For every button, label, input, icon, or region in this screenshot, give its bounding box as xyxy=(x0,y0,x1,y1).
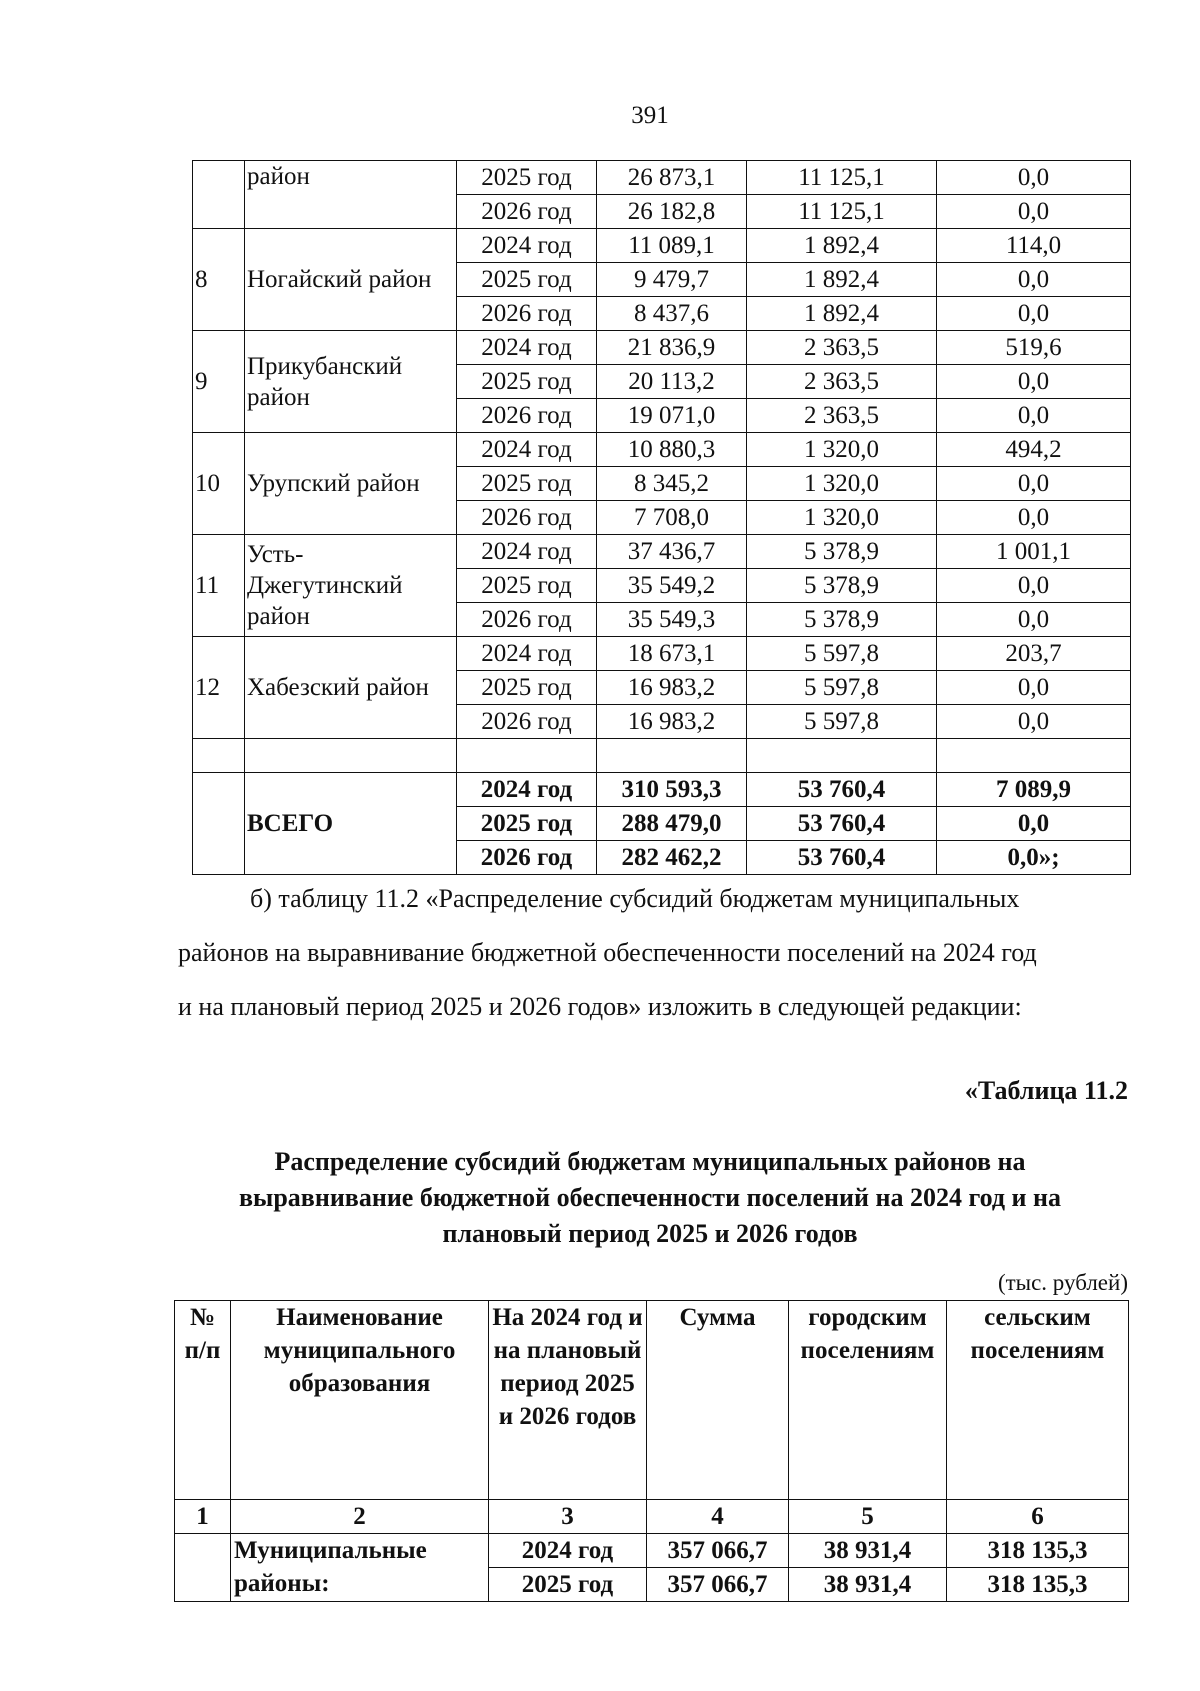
empty-cell xyxy=(245,739,457,773)
col-number: 5 xyxy=(789,1500,947,1534)
urban-cell: 1 320,0 xyxy=(747,433,937,467)
col-number: 3 xyxy=(489,1500,647,1534)
row-number: 10 xyxy=(193,433,245,535)
header-rural: сельским поселениям xyxy=(947,1301,1129,1500)
urban-cell: 2 363,5 xyxy=(747,331,937,365)
col-number: 2 xyxy=(231,1500,489,1534)
year-cell: 2024 год xyxy=(457,331,597,365)
year-cell: 2026 год xyxy=(457,705,597,739)
year-cell: 2026 год xyxy=(457,297,597,331)
district-name: Усть-Джегутинский район xyxy=(245,535,457,637)
urban-cell: 5 378,9 xyxy=(747,535,937,569)
empty-row xyxy=(193,739,1131,773)
subsidy-table-continued xyxy=(192,160,1131,875)
urban-cell: 5 597,8 xyxy=(747,671,937,705)
total-cell: 16 983,2 xyxy=(597,705,747,739)
table-row xyxy=(193,331,1131,365)
total-cell: 282 462,2 xyxy=(597,841,747,875)
rural-cell: 0,0 xyxy=(937,195,1131,229)
subsidy-table-11-2 xyxy=(174,1300,1129,1602)
total-cell: 18 673,1 xyxy=(597,637,747,671)
row-number: 8 xyxy=(193,229,245,331)
rural-cell: 318 135,3 xyxy=(947,1534,1129,1568)
col-number: 4 xyxy=(647,1500,789,1534)
urban-cell: 5 378,9 xyxy=(747,569,937,603)
year-cell: 2025 год xyxy=(457,263,597,297)
year-cell: 2024 год xyxy=(457,535,597,569)
sum-cell: 357 066,7 xyxy=(647,1534,789,1568)
empty-cell xyxy=(937,739,1131,773)
row-number: 11 xyxy=(193,535,245,637)
paragraph-line: и на плановый период 2025 и 2026 годов» изложить в следующей редакции: xyxy=(178,992,1022,1021)
total-cell: 21 836,9 xyxy=(597,331,747,365)
table-row xyxy=(193,433,1131,467)
total-cell: 35 549,3 xyxy=(597,603,747,637)
year-cell: 2024 год xyxy=(457,433,597,467)
total-cell: 310 593,3 xyxy=(597,773,747,807)
table-caption: «Таблица 11.2 xyxy=(964,1076,1128,1105)
year-cell: 2026 год xyxy=(457,841,597,875)
rural-cell: 519,6 xyxy=(937,331,1131,365)
year-cell: 2025 год xyxy=(457,671,597,705)
total-row xyxy=(193,773,1131,807)
district-name: Прикубанский район xyxy=(245,331,457,433)
urban-cell: 11 125,1 xyxy=(747,195,937,229)
rural-cell: 0,0 xyxy=(937,501,1131,535)
total-cell: 19 071,0 xyxy=(597,399,747,433)
paragraph-line: б) таблицу 11.2 «Распределение субсидий бюджетам муниципальных xyxy=(250,884,1020,913)
rural-cell: 0,0 xyxy=(937,603,1131,637)
total-cell: 16 983,2 xyxy=(597,671,747,705)
rural-cell: 318 135,3 xyxy=(947,1568,1129,1602)
table-row xyxy=(193,229,1131,263)
sum-cell: 357 066,7 xyxy=(647,1568,789,1602)
urban-cell: 5 597,8 xyxy=(747,637,937,671)
urban-cell: 53 760,4 xyxy=(747,807,937,841)
col-number: 1 xyxy=(175,1500,231,1534)
urban-cell: 11 125,1 xyxy=(747,161,937,195)
table-row xyxy=(193,161,1131,195)
urban-cell: 53 760,4 xyxy=(747,773,937,807)
urban-cell: 1 892,4 xyxy=(747,263,937,297)
rural-cell: 0,0 xyxy=(937,297,1131,331)
units-label: (тыс. рублей) xyxy=(997,1270,1128,1295)
header-sum: Сумма xyxy=(647,1301,789,1500)
year-cell: 2025 год xyxy=(457,467,597,501)
header-num: № п/п xyxy=(175,1301,231,1500)
table-row xyxy=(193,535,1131,569)
total-cell: 10 880,3 xyxy=(597,433,747,467)
urban-cell: 5 597,8 xyxy=(747,705,937,739)
empty-cell xyxy=(597,739,747,773)
total-cell: 20 113,2 xyxy=(597,365,747,399)
total-cell: 8 345,2 xyxy=(597,467,747,501)
urban-cell: 1 892,4 xyxy=(747,297,937,331)
urban-cell: 1 892,4 xyxy=(747,229,937,263)
header-name: Наименование муниципального образования xyxy=(231,1301,489,1500)
year-cell: 2024 год xyxy=(489,1534,647,1568)
year-cell: 2026 год xyxy=(457,501,597,535)
total-cell: 7 708,0 xyxy=(597,501,747,535)
year-cell: 2026 год xyxy=(457,195,597,229)
paragraph-line: районов на выравнивание бюджетной обеспеченности поселений на 2024 год xyxy=(178,938,1037,967)
total-cell: 11 089,1 xyxy=(597,229,747,263)
year-cell: 2026 год xyxy=(457,603,597,637)
year-cell: 2024 год xyxy=(457,637,597,671)
row-number xyxy=(193,161,245,229)
year-cell: 2026 год xyxy=(457,399,597,433)
district-name: Хабезский район xyxy=(245,637,457,739)
rural-cell: 203,7 xyxy=(937,637,1131,671)
table-row xyxy=(193,637,1131,671)
empty-cell xyxy=(747,739,937,773)
urban-cell: 53 760,4 xyxy=(747,841,937,875)
rural-cell: 7 089,9 xyxy=(937,773,1131,807)
header-period: На 2024 год и на плановый период 2025 и 2026 годов xyxy=(489,1301,647,1500)
year-cell: 2025 год xyxy=(457,161,597,195)
table-title xyxy=(170,1144,1130,1252)
year-cell: 2025 год xyxy=(489,1568,647,1602)
page-number: 391 xyxy=(631,102,669,129)
urban-cell: 2 363,5 xyxy=(747,365,937,399)
row-number xyxy=(193,773,245,875)
total-cell: 37 436,7 xyxy=(597,535,747,569)
year-cell: 2024 год xyxy=(457,229,597,263)
year-cell: 2025 год xyxy=(457,569,597,603)
rural-cell: 0,0 xyxy=(937,161,1131,195)
rural-cell: 0,0 xyxy=(937,705,1131,739)
row-number: 12 xyxy=(193,637,245,739)
rural-cell: 0,0 xyxy=(937,569,1131,603)
empty-cell xyxy=(457,739,597,773)
total-cell: 288 479,0 xyxy=(597,807,747,841)
col-number: 6 xyxy=(947,1500,1129,1534)
total-cell: 35 549,2 xyxy=(597,569,747,603)
title-line: плановый период 2025 и 2026 годов xyxy=(442,1219,858,1248)
empty-cell xyxy=(193,739,245,773)
group-name: Муниципальные районы: xyxy=(231,1534,489,1602)
rural-cell: 0,0 xyxy=(937,365,1131,399)
urban-cell: 1 320,0 xyxy=(747,467,937,501)
district-name: Ногайский район xyxy=(245,229,457,331)
rural-cell: 0,0 xyxy=(937,467,1131,501)
total-cell: 8 437,6 xyxy=(597,297,747,331)
rural-cell: 1 001,1 xyxy=(937,535,1131,569)
header-urban: городским поселениям xyxy=(789,1301,947,1500)
year-cell: 2025 год xyxy=(457,807,597,841)
rural-cell: 494,2 xyxy=(937,433,1131,467)
row-number: 9 xyxy=(193,331,245,433)
urban-cell: 2 363,5 xyxy=(747,399,937,433)
rural-cell: 114,0 xyxy=(937,229,1131,263)
group-num-cell xyxy=(175,1534,231,1602)
rural-cell: 0,0»; xyxy=(937,841,1131,875)
rural-cell: 0,0 xyxy=(937,263,1131,297)
total-cell: 9 479,7 xyxy=(597,263,747,297)
total-cell: 26 873,1 xyxy=(597,161,747,195)
urban-cell: 1 320,0 xyxy=(747,501,937,535)
district-name: Урупский район xyxy=(245,433,457,535)
rural-cell: 0,0 xyxy=(937,671,1131,705)
total-cell: 26 182,8 xyxy=(597,195,747,229)
rural-cell: 0,0 xyxy=(937,399,1131,433)
urban-cell: 38 931,4 xyxy=(789,1568,947,1602)
title-line: выравнивание бюджетной обеспеченности поселений на 2024 год и на xyxy=(239,1183,1061,1212)
amendment-paragraph xyxy=(178,872,1128,1034)
year-cell: 2025 год xyxy=(457,365,597,399)
district-name: район xyxy=(245,161,457,229)
title-line: Распределение субсидий бюджетам муниципальных районов на xyxy=(274,1147,1026,1176)
urban-cell: 38 931,4 xyxy=(789,1534,947,1568)
year-cell: 2024 год xyxy=(457,773,597,807)
rural-cell: 0,0 xyxy=(937,807,1131,841)
total-label: ВСЕГО xyxy=(245,773,457,875)
urban-cell: 5 378,9 xyxy=(747,603,937,637)
